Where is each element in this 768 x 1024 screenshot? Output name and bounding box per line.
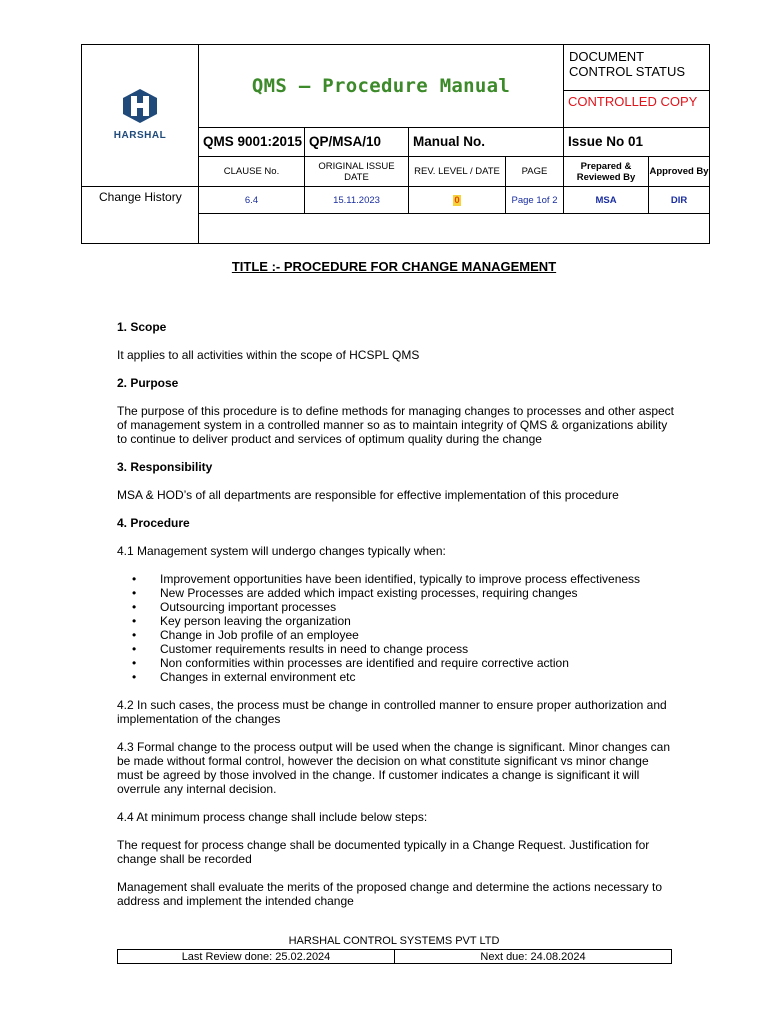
last-review: Last Review done: 25.02.2024 <box>118 950 395 964</box>
procedure-4-2: 4.2 In such cases, the process must be change in controlled manner to ensure proper authorization and implementation of the changes <box>117 698 667 726</box>
purpose-heading: 2. Purpose <box>117 376 179 390</box>
next-due: Next due: 24.08.2024 <box>395 950 672 964</box>
document-title: TITLE :- PROCEDURE FOR CHANGE MANAGEMENT <box>231 259 557 274</box>
company-logo <box>82 45 199 187</box>
list-item: • Non conformities within processes are identified and require corrective action <box>160 656 677 670</box>
doc-control-status-cell <box>564 45 710 128</box>
list-item: • Change in Job profile of an employee <box>160 628 677 642</box>
list-item: • New Processes are added which impact existing processes, requiring changes <box>160 586 677 600</box>
change-history-label: Change History <box>82 187 199 244</box>
rev-level-value-cell <box>409 187 506 214</box>
manual-no-label: Manual No. <box>409 128 564 157</box>
scope-heading: 1. Scope <box>117 320 167 334</box>
management-evaluation-text: Management shall evaluate the merits of the proposed change and determine the actions necessary to address and implement the intended change <box>117 880 662 908</box>
issue-no: Issue No 01 <box>564 128 710 157</box>
page-value: Page 1of 2 <box>506 187 564 214</box>
approved-by-value: DIR <box>649 187 710 214</box>
col-page: PAGE <box>506 157 564 187</box>
responsibility-text: MSA & HOD’s of all departments are responsible for effective implementation of this procedure <box>117 488 619 502</box>
col-approved-by: Approved By <box>649 157 710 187</box>
list-item: • Changes in external environment etc <box>160 670 677 684</box>
prepared-reviewed-value: MSA <box>564 187 649 214</box>
change-triggers-list <box>117 572 677 684</box>
document-header-table <box>81 44 710 244</box>
col-rev-level-date: REV. LEVEL / DATE <box>409 157 506 187</box>
list-item: • Key person leaving the organization <box>160 614 677 628</box>
divider <box>564 90 709 91</box>
original-issue-date-value: 15.11.2023 <box>305 187 409 214</box>
harshal-logo-icon <box>120 88 160 124</box>
controlled-copy-label: CONTROLLED COPY <box>568 94 698 109</box>
procedure-code: QP/MSA/10 <box>305 128 409 157</box>
footer-company-name: HARSHAL CONTROL SYSTEMS PVT LTD <box>288 935 500 947</box>
scope-text: It applies to all activities within the scope of HCSPL QMS <box>117 348 420 362</box>
review-table <box>117 949 672 964</box>
col-original-issue-date: ORIGINAL ISSUE DATE <box>305 157 409 187</box>
change-history-content <box>199 214 710 244</box>
list-item: • Outsourcing important processes <box>160 600 677 614</box>
col-prepared-reviewed: Prepared & Reviewed By <box>564 157 649 187</box>
clause-value: 6.4 <box>199 187 305 214</box>
document-body <box>117 320 677 922</box>
rev-level-value: 0 <box>454 194 460 206</box>
standard-label: QMS 9001:2015 <box>199 128 305 157</box>
logo-text: HARSHAL <box>113 130 167 141</box>
procedure-heading: 4. Procedure <box>117 516 190 530</box>
purpose-text: The purpose of this procedure is to define methods for managing changes to processes and other aspect of management system in a controlled manner so as to maintain integrity of QMS & organizations ability to continue to deliver product and services of optimum quality during the change <box>117 404 675 446</box>
col-clause: CLAUSE No. <box>199 157 305 187</box>
doc-control-status: DOCUMENT CONTROL STATUS <box>569 49 686 79</box>
list-item: • Customer requirements results in need to change process <box>160 642 677 656</box>
change-request-text: The request for process change shall be documented typically in a Change Request. Justification for change shall be recorded <box>117 838 650 866</box>
manual-title: QMS – Procedure Manual <box>199 45 564 128</box>
procedure-4-1: 4.1 Management system will undergo changes typically when: <box>117 544 446 558</box>
list-item: • Improvement opportunities have been identified, typically to improve process effectiveness <box>160 572 677 586</box>
procedure-4-3: 4.3 Formal change to the process output will be used when the change is significant. Minor changes can be made without formal control, however the decision on what constitute significant vs minor change must be agreed by those involved in the change. If customer indicates a change is significant it will overrule any internal decision. <box>117 740 670 796</box>
responsibility-heading: 3. Responsibility <box>117 460 213 474</box>
procedure-4-4: 4.4 At minimum process change shall include below steps: <box>117 810 428 824</box>
